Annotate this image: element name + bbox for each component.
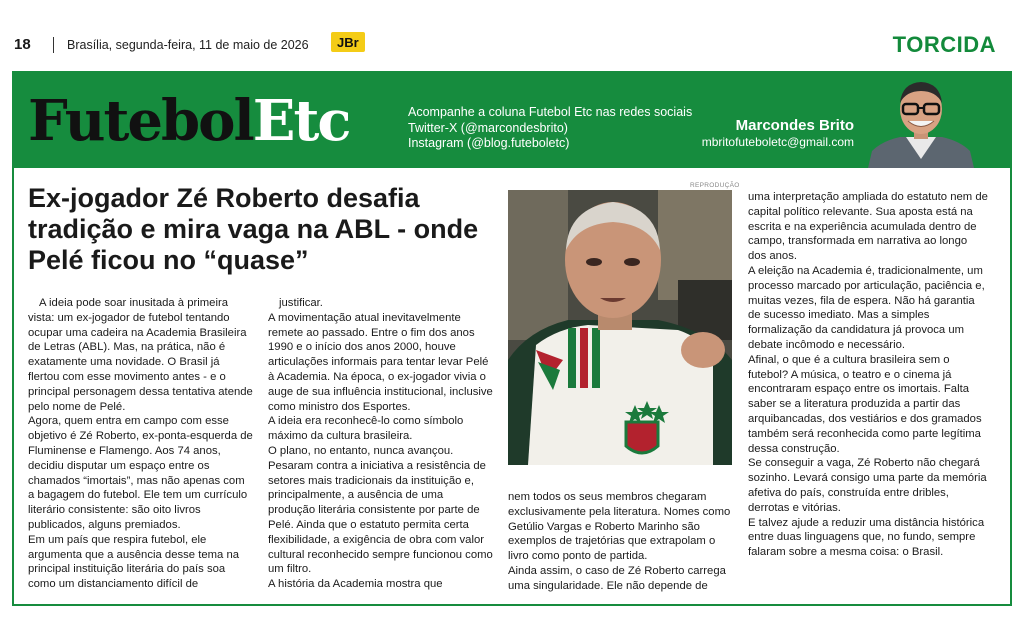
paragraph: Se conseguir a vaga, Zé Roberto não chegará sozinho. Levará consigo uma parte da memória afetiva do país, construída entre dribles, derrotas e vitórias. [748,457,987,514]
paragraph: Afinal, o que é a cultura brasileira sem o futebol? A música, o teatro e o cinema já encontraram espaço entre os imortais. Falta saber se a literatura produzida a partir das arquibancadas, dos vestiários e dos gramados também será reconhecida como parte legítima dessa construção. [748,353,982,455]
twitter-handle[interactable]: Twitter-X (@marcondesbrito) [408,120,568,135]
paragraph: O plano, no entanto, nunca avançou. [268,444,454,457]
social-links [408,105,692,152]
paragraph: Em um país que respira futebol, ele argumenta que a ausência desse tema na principal instituição literária do país soa como um distanciamento difícil de [28,533,240,591]
article-photo [508,190,732,465]
paragraph: E talvez ajude a reduzir uma distância histórica entre duas linguagens que, no fundo, sempre falaram sobre a mesma coisa: o Brasil. [748,516,985,559]
paragraph: justificar. [279,297,323,309]
section-title: TORCIDA [892,32,996,57]
instagram-handle[interactable]: Instagram (@blog.futeboletc) [408,136,570,150]
page-header [0,0,1024,58]
paragraph: Pesaram contra a iniciativa a resistência de setores mais tradicionais da instituição e, principalmente, a ausência de uma produção literária consistente por parte de Pelé. Ainda que o estatuto permita certa flexibilidade, a exigência de obra com valor cultural reconhecido sempre funcionou como um filtro. [268,459,493,576]
paragraph: A ideia pode soar inusitada à primeira vista: um ex-jogador de futebol tentando ocupar uma cadeira na Academia Brasileira de Letras (ABL). Mas, na prática, não é exatamente uma novidade. O Brasil já flertou com esse movimento antes - e o principal personagem dessa tentativa atende pelo nome de Pelé. [28,297,253,413]
publication-badge: JBr [331,32,365,52]
paragraph: Agora, quem entra em campo com esse objetivo é Zé Roberto, ex-ponta-esquerda de Fluminense e Flamengo. Aos 74 anos, decidiu disputar um espaço entre os chamados “imortais”, mas não apenas com a bagagem do futebol. Ele tem um currículo literário consistente: são oito livros publicados, alguns premiados. [28,415,253,531]
header-divider [53,37,54,53]
column-banner [12,71,1012,168]
dateline: Brasília, segunda-feira, 11 de maio de 2026 [67,38,309,52]
paragraph: A história da Academia mostra que [268,578,443,591]
author-avatar [862,79,980,168]
social-line: Acompanhe a coluna Futebol Etc nas redes sociais [408,105,693,119]
article-column-4 [748,190,988,560]
paragraph: A ideia era reconhecê-lo como símbolo máximo da cultura brasileira. [268,415,464,443]
paragraph: Ainda assim, o caso de Zé Roberto carrega uma singularidade. Ele não depende de [508,564,726,592]
column-logo: FutebolEtc [28,88,350,154]
author-email[interactable]: mbritofuteboletc@gmail.com [701,135,854,149]
paragraph: A movimentação atual inevitavelmente remete ao passado. Entre o fim dos anos 1990 e o início dos anos 2000, houve articulações informais para tentar levar Pelé à Academia. Na época, o ex-jogador vivia o auge de sua influência institucional, inclusive como ministro dos Esportes. [268,311,493,413]
article-headline: Ex-jogador Zé Roberto desafia tradição e mira vaga na ABL - onde Pelé ficou no “quase” [28,183,479,275]
page-number: 18 [14,36,31,53]
paragraph: A eleição na Academia é, tradicionalmente, um processo marcado por articulação, paciência e, muitas vezes, fila de espera. Não há garantia de sucesso imediato. Mas a simples formalização da candidatura já provoca um debate incômodo e necessário. [748,264,985,351]
article-column-1 [28,296,253,592]
paragraph: uma interpretação ampliada do estatuto nem de capital político relevante. Sua aposta está na escrita e na experiência acumulada dentro de campo, transformada em narrativa ao longo dos anos. [748,191,988,263]
article-column-2 [268,296,493,592]
author-name: Marcondes Brito [735,117,854,134]
article-column-3 [508,490,733,594]
paragraph: nem todos os seus membros chegaram exclusivamente pela literatura. Nomes como Getúlio Vargas e Roberto Marinho são exemplos de trajetórias que extrapolam o livro como ponto de partida. [508,491,731,563]
author-info [702,117,854,150]
photo-credit: REPRODUÇÃO [690,182,740,189]
